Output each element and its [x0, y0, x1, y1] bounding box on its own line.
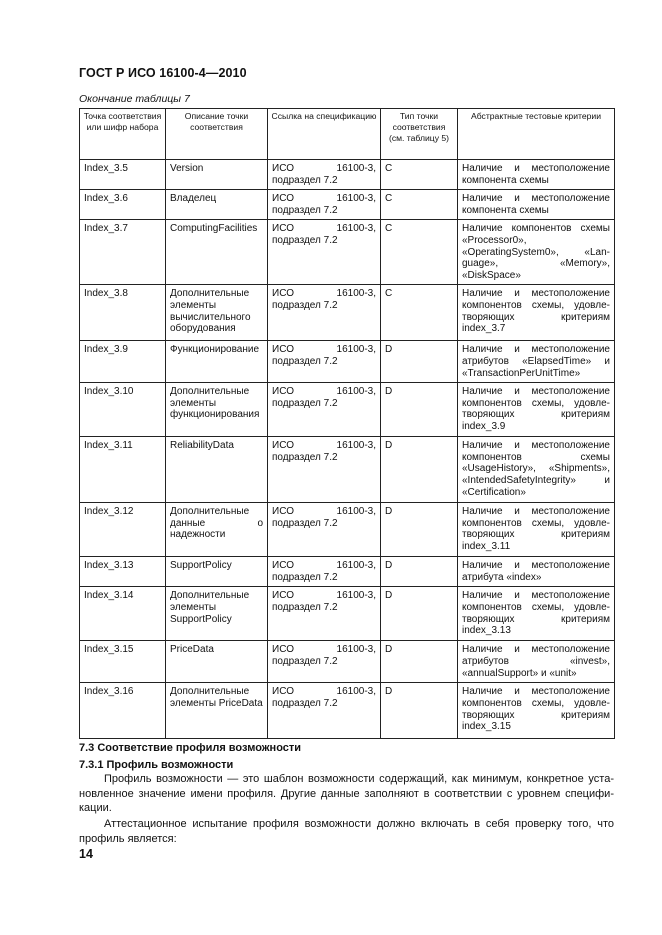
table-row — [80, 160, 615, 190]
cell-type: D — [381, 437, 458, 503]
cell-code: Index_3.5 — [80, 160, 166, 190]
cell-reference: ИСО 16100-3, подраздел 7.2 — [268, 285, 381, 341]
cell-code: Index_3.14 — [80, 587, 166, 641]
cell-code: Index_3.13 — [80, 557, 166, 587]
cell-reference: ИСО 16100-3, подраздел 7.2 — [268, 557, 381, 587]
table-row — [80, 557, 615, 587]
cell-reference: ИСО 16100-3, подраздел 7.2 — [268, 587, 381, 641]
cell-description: Функционирование — [166, 341, 268, 383]
cell-code: Index_3.6 — [80, 190, 166, 220]
cell-type: D — [381, 587, 458, 641]
table-row — [80, 437, 615, 503]
cell-description: Version — [166, 160, 268, 190]
cell-description: Дополнительные данные о надежности — [166, 503, 268, 557]
col-header-type: Тип точки соответствия (см. таблицу 5) — [381, 109, 458, 160]
table-header-row — [80, 109, 615, 160]
col-header-code: Точка соответствия или шифр набора — [80, 109, 166, 160]
page-number: 14 — [79, 847, 93, 861]
cell-reference: ИСО 16100-3, подраздел 7.2 — [268, 641, 381, 683]
cell-description: ComputingFacilities — [166, 220, 268, 285]
table-row — [80, 220, 615, 285]
cell-criteria: Наличие и местоположение компонентов схемы, удовле-творяющих критериям index_3.11 — [458, 503, 615, 557]
cell-criteria: Наличие и местоположение атрибута «index» — [458, 557, 615, 587]
cell-reference: ИСО 16100-3, подраздел 7.2 — [268, 220, 381, 285]
section-heading-7-3-1: 7.3.1 Профиль возможности — [79, 759, 234, 771]
cell-criteria: Наличие и местоположение атрибутов «ElapsedTime» и «TransactionPerUnitTime» — [458, 341, 615, 383]
cell-type: D — [381, 503, 458, 557]
cell-code: Index_3.8 — [80, 285, 166, 341]
cell-criteria: Наличие и местоположение компонента схемы — [458, 160, 615, 190]
cell-reference: ИСО 16100-3, подраздел 7.2 — [268, 437, 381, 503]
cell-code: Index_3.12 — [80, 503, 166, 557]
cell-type: C — [381, 285, 458, 341]
cell-type: D — [381, 641, 458, 683]
cell-code: Index_3.16 — [80, 683, 166, 739]
cell-reference: ИСО 16100-3, подраздел 7.2 — [268, 683, 381, 739]
cell-criteria: Наличие компонентов схемы «Processor0», «OperatingSystem0», «Lan-guage», «Memory», «DiskSpace» — [458, 220, 615, 285]
cell-description: Владелец — [166, 190, 268, 220]
cell-code: Index_3.15 — [80, 641, 166, 683]
cell-reference: ИСО 16100-3, подраздел 7.2 — [268, 503, 381, 557]
cell-criteria: Наличие и местоположение компонента схемы — [458, 190, 615, 220]
cell-description: ReliabilityData — [166, 437, 268, 503]
table-row — [80, 587, 615, 641]
paragraph-profile-testing: Аттестационное испытание профиля возможности должно включать в себя проверку того, что профиль является: — [79, 818, 614, 845]
cell-code: Index_3.7 — [80, 220, 166, 285]
cell-type: D — [381, 341, 458, 383]
cell-description: PriceData — [166, 641, 268, 683]
table-row — [80, 341, 615, 383]
table-row — [80, 285, 615, 341]
table-row — [80, 383, 615, 437]
cell-criteria: Наличие и местоположение компонентов схемы, удовле-творяющих критериям index_3.15 — [458, 683, 615, 739]
cell-code: Index_3.11 — [80, 437, 166, 503]
cell-description: SupportPolicy — [166, 557, 268, 587]
table-caption: Окончание таблицы 7 — [79, 93, 190, 105]
cell-criteria: Наличие и местоположение компонентов схемы, удовле-творяющих критериям index_3.7 — [458, 285, 615, 341]
cell-type: C — [381, 220, 458, 285]
col-header-criteria: Абстрактные тестовые критерии — [458, 109, 615, 160]
document-header: ГОСТ Р ИСО 16100-4—2010 — [79, 66, 247, 80]
table-row — [80, 503, 615, 557]
conformance-table — [79, 108, 615, 739]
cell-type: C — [381, 190, 458, 220]
table-row — [80, 641, 615, 683]
col-header-reference: Ссылка на спецификацию — [268, 109, 381, 160]
cell-reference: ИСО 16100-3, подраздел 7.2 — [268, 383, 381, 437]
table-body — [80, 160, 615, 739]
cell-criteria: Наличие и местоположение компонентов схемы, удовле-творяющих критериям index_3.13 — [458, 587, 615, 641]
paragraph-profile-definition: Профиль возможности — это шаблон возможности содержащий, как минимум, конкретное уста-новленное значение имени профиля. Другие данные заполняют в соответствии с уровнем специфи-кации. — [79, 773, 614, 814]
section-heading-7-3: 7.3 Соответствие профиля возможности — [79, 742, 302, 754]
cell-description: Дополнительные элементы PriceData — [166, 683, 268, 739]
cell-reference: ИСО 16100-3, подраздел 7.2 — [268, 341, 381, 383]
cell-type: D — [381, 383, 458, 437]
cell-code: Index_3.9 — [80, 341, 166, 383]
cell-criteria: Наличие и местоположение атрибутов «invest», «annualSupport» и «unit» — [458, 641, 615, 683]
cell-criteria: Наличие и местоположение компонентов схемы, удовле-творяющих критериям index_3.9 — [458, 383, 615, 437]
cell-type: C — [381, 160, 458, 190]
cell-reference: ИСО 16100-3, подраздел 7.2 — [268, 160, 381, 190]
cell-criteria: Наличие и местоположение компонентов схемы «UsageHistory», «Shipments», «IntendedSafetyIntegrity» и «Certification» — [458, 437, 615, 503]
cell-code: Index_3.10 — [80, 383, 166, 437]
cell-type: D — [381, 683, 458, 739]
table-row — [80, 190, 615, 220]
cell-description: Дополнительные элементы SupportPolicy — [166, 587, 268, 641]
cell-description: Дополнительные элементы функционирования — [166, 383, 268, 437]
cell-reference: ИСО 16100-3, подраздел 7.2 — [268, 190, 381, 220]
cell-description: Дополнительные элементы вычислительного оборудования — [166, 285, 268, 341]
col-header-description: Описание точки соответствия — [166, 109, 268, 160]
cell-type: D — [381, 557, 458, 587]
table-row — [80, 683, 615, 739]
